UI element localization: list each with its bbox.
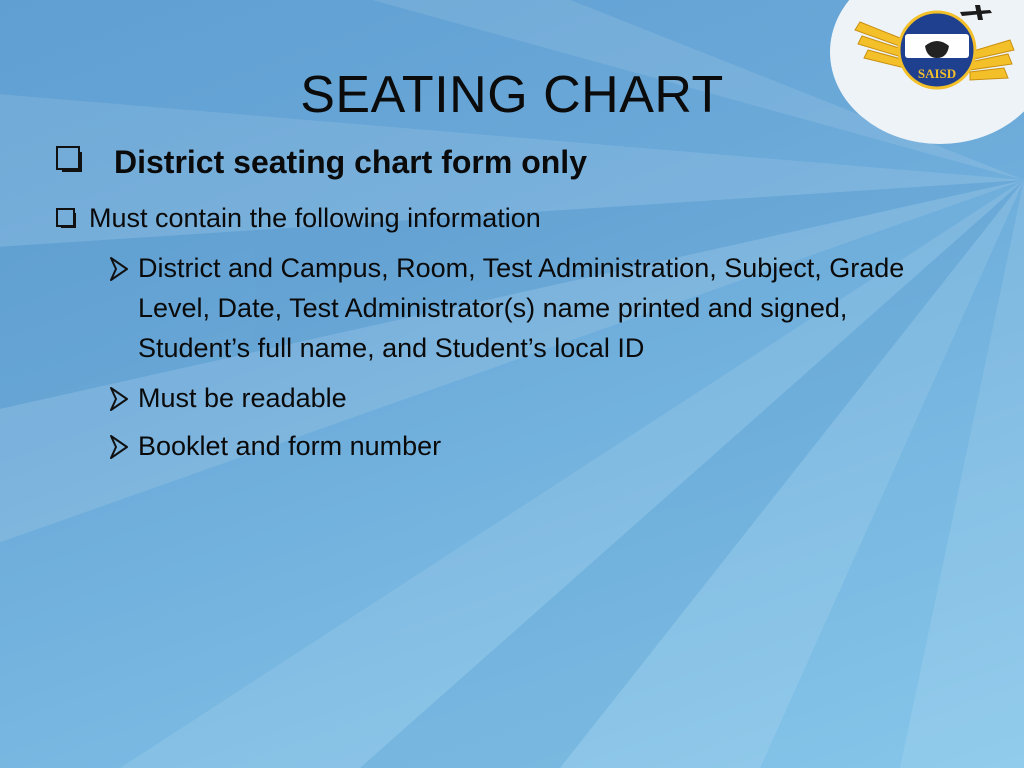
- list-item: [108, 378, 958, 418]
- arrow-bullet-icon: [108, 432, 130, 462]
- list-item: [108, 248, 958, 368]
- list-item-text: District and Campus, Room, Test Administration, Subject, Grade Level, Date, Test Administrator(s) name printed and signed, Student’s full name, and Student’s local ID: [138, 253, 905, 363]
- sub-heading-text: Must contain the following information: [89, 203, 541, 233]
- main-bullet: [56, 140, 587, 184]
- list-item-text: Booklet and form number: [138, 431, 442, 461]
- checkbox-bullet-icon: [56, 146, 80, 170]
- list-item: [108, 426, 958, 466]
- checkbox-bullet-icon: [56, 208, 75, 227]
- list-item-text: Must be readable: [138, 383, 347, 413]
- main-bullet-text: District seating chart form only: [114, 144, 587, 180]
- slide-title: SEATING CHART: [300, 66, 724, 124]
- sub-heading-bullet: [56, 200, 541, 236]
- arrow-bullet-icon: [108, 384, 130, 414]
- arrow-bullet-icon: [108, 254, 130, 284]
- logo-text: SAISD: [917, 66, 957, 81]
